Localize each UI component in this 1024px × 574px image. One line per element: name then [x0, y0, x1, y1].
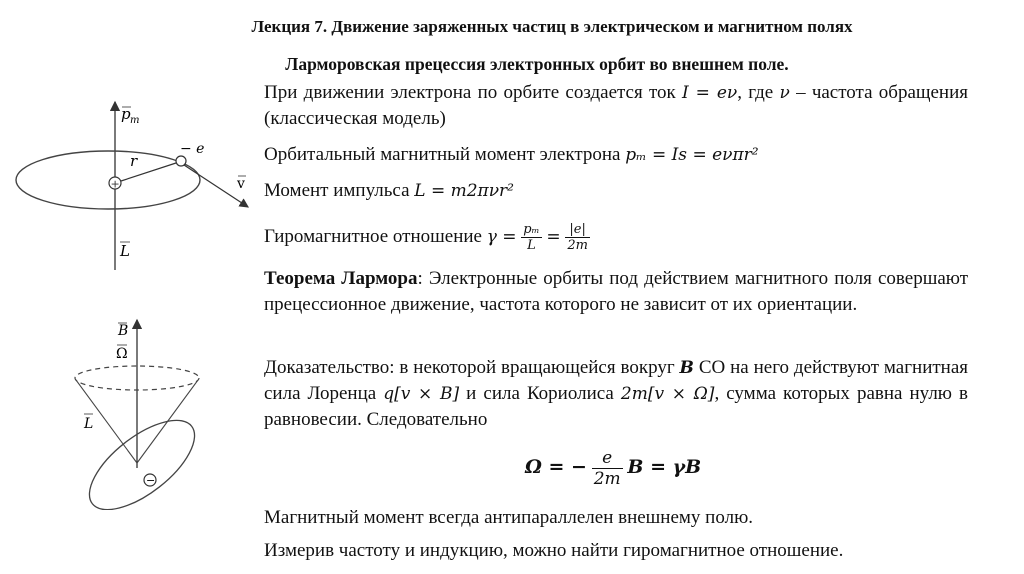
paragraph-current: При движении электрона по орбите создается ток I = eν, где ν – частота обращения (классическая модель)	[264, 82, 969, 129]
slide-subtitle: Ларморовская прецессия электронных орбит во внешнем поле.	[285, 54, 789, 74]
r-label: r	[130, 152, 138, 170]
L-label: L	[84, 416, 94, 432]
paragraph-proof: Доказательство: в некоторой вращающейся вокруг B СО на него действуют магнитная сила Лоренца q[v × B] и сила Кориолиса 2m[v × Ω], сумма которых равна нулю в равновесии. Следовательно	[264, 357, 969, 430]
v-label: v	[237, 176, 245, 192]
paragraph-gyromagnetic: Гиромагнитное отношение γ = $\frac{\text{pₘ}}{L}$ = $\frac{|e|}{2m}$	[264, 222, 588, 253]
Omega-label: Ω	[116, 346, 128, 362]
e-label: − e	[180, 141, 205, 157]
paragraph-measure: Измерив частоту и индукцию, можно найти гиромагнитное отношение.	[264, 540, 844, 561]
larmor-equation: Ω = − $\frac{e}{2m}$ B = γB	[525, 448, 702, 489]
plus-label: +	[110, 177, 120, 191]
L-label: L	[120, 242, 130, 260]
pm-label: p	[121, 105, 131, 123]
minus-label: −	[146, 474, 156, 487]
orbit-diagram	[0, 90, 260, 280]
paragraph-antiparallel: Магнитный момент всегда антипараллелен внешнему полю.	[264, 507, 754, 528]
precession-diagram	[0, 310, 260, 510]
paragraph-magnetic-moment: Орбитальный магнитный момент электрона pₘ = Is = eνπr²	[264, 144, 759, 165]
lecture-title: Лекция 7. Движение заряженных частиц в электрическом и магнитном полях	[251, 17, 853, 36]
orbit-ellipse	[16, 151, 200, 209]
pm-sub-label: m	[130, 115, 140, 126]
B-label: B	[118, 323, 129, 339]
electron-icon	[176, 156, 186, 166]
paragraph-larmor-theorem: Теорема Лармора: Электронные орбиты под действием магнитного поля совершают прецессионное движение, частота которого не зависит от их ориентации.	[264, 268, 969, 315]
paragraph-angular-momentum: Момент импульса L = m2πνr²	[264, 180, 514, 201]
